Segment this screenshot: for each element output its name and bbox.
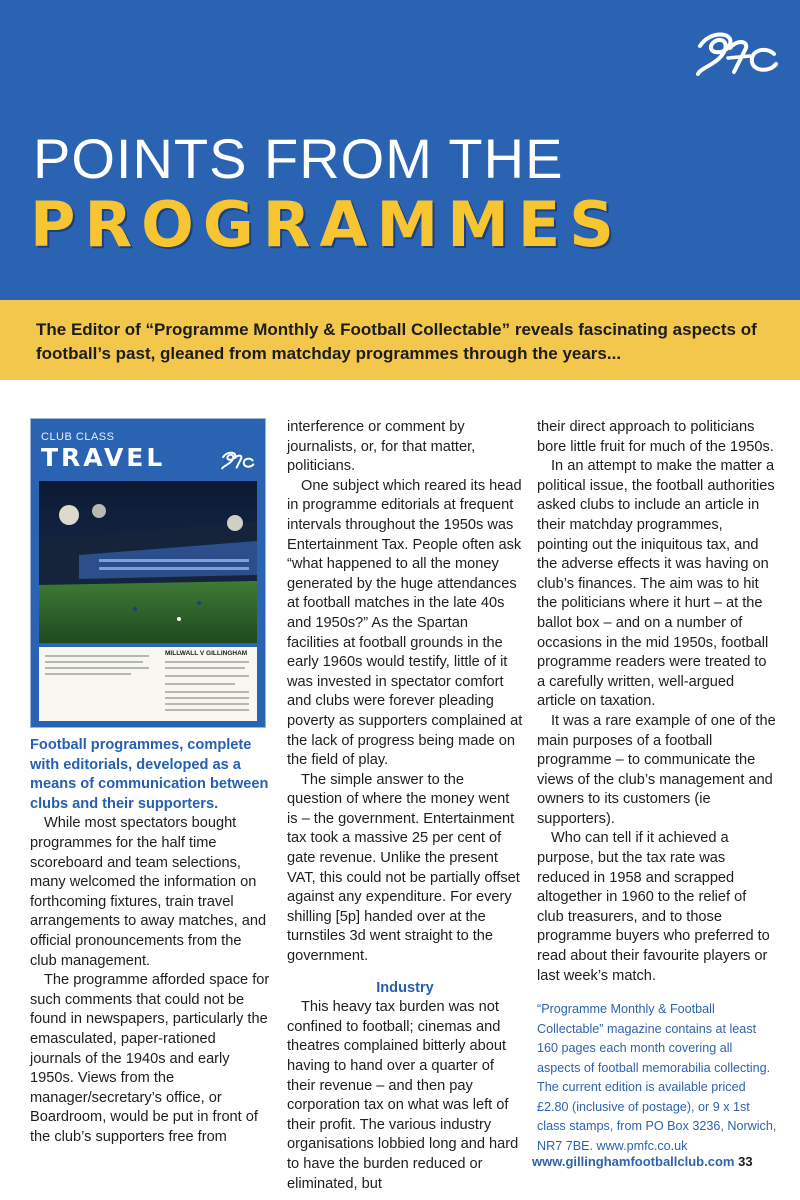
footer-url: www.gillinghamfootballclub.com: [532, 1154, 735, 1169]
article-paragraph: This heavy tax burden was not confined to football; cinemas and theatres complained bitterly about having to hand over a quarter of their revenue – and then pay corporation tax on what was left of their profit. The various industry organisations lobbied long and hard to have the burden reduced or eliminated, but: [287, 999, 519, 1192]
cover-gfc-logo-icon: [219, 449, 255, 471]
article-paragraph: One subject which reared its head in programme editorials at frequent intervals throughout the 1950s was Entertainment Tax. People often ask “what happened to all the money generated by the huge attendances at football matches in the late 40s and 1950s?” As the Spartan facilities at football grounds in the early 1960s would testify, little of it was invested in spectator comfort and clubs were forever pleading poverty as supporters complained at the lack of progress being made on the field of play.: [287, 477, 523, 769]
gfc-logo-icon: [690, 28, 780, 78]
article-paragraph-continued: their direct approach to politicians bore little fruit for much of the 1950s.: [537, 419, 774, 455]
intro-band: [0, 300, 800, 380]
cover-match-title: MILLWALL V GILLINGHAM: [165, 650, 248, 657]
header-banner: [0, 0, 800, 300]
article-paragraph: The simple answer to the question of where the money went is – the government. Entertainment tax took a massive 25 per cent of gate revenue. Unlike the present VAT, this could not be partially offset against any expenditure. For every shilling [5p] handed over at the turnstiles 3d went straight to the government.: [287, 771, 520, 965]
intro-text: The Editor of “Programme Monthly & Football Collectable” reveals fascinating aspects of football’s past, gleaned from matchday programmes through the years...: [36, 320, 757, 363]
magazine-note: “Programme Monthly & Football Collectable” magazine contains at least 160 pages each month covering all aspects of football memorabilia collecting. The current edition is available priced £2.80 (inclusive of postage), or 9 x 1st class stamps, from PO Box 3236, Norwich, NR7 7BE. www.pmfc.co.uk: [537, 1002, 777, 1153]
cover-title: TRAVEL: [41, 443, 166, 472]
article-paragraph-continued: interference or comment by journalists, or, for that matter, politicians.: [287, 419, 476, 475]
article-paragraph: While most spectators bought programmes for the half time scoreboard and team selections, many welcomed the information on forthcoming fixtures, train travel arrangements to away matches, and official pronouncements from the club management.: [30, 815, 267, 969]
programme-cover-image: [30, 418, 266, 728]
stadium-photo: [39, 481, 257, 643]
section-subheading: Industry: [376, 979, 434, 996]
article-paragraph: The programme afforded space for such comments that could not be found in newspapers, particularly the emasculated, paper-rationed journals of the 1940s and early 1950s. Views from the manager/secretary’s office, or Boardroom, would be put in front of the club’s supporters free from: [30, 972, 270, 1145]
page-number: 33: [738, 1154, 753, 1169]
page-title-line2: PROGRAMMES: [30, 188, 623, 261]
cover-kicker: CLUB CLASS: [41, 431, 115, 443]
article-column-2: [287, 418, 523, 1194]
article-paragraph: It was a rare example of one of the main purposes of a football programme – to communicate the views of the club’s management and owners to its customers (ie supporters).: [537, 712, 776, 827]
cover-info-panel: [39, 647, 257, 721]
article-column-1: [30, 736, 270, 1147]
page-title-line1: POINTS FROM THE: [33, 127, 564, 190]
article-lead: Football programmes, complete with editorials, developed as a means of communication between clubs and their supporters.: [30, 737, 269, 812]
footer: [532, 1154, 753, 1169]
article-paragraph: In an attempt to make the matter a political issue, the football authorities asked clubs to include an article in their matchday programmes, pointing out the iniquitous tax, and the adverse effects it was having on club’s finances. The aim was to hit the politicians where it hurt – at the ballot box – and on a number of occasions in the mid 1950s, football programme readers were treated to a carefully written, well-argued article on taxation.: [537, 458, 775, 710]
article-column-3: [537, 418, 777, 1156]
article-paragraph: Who can tell if it achieved a purpose, but the tax rate was reduced in 1958 and scrapped altogether in 1960 to the relief of club treasurers, and to those programme buyers who preferred to read about their favourite players or last week’s match.: [537, 830, 770, 984]
